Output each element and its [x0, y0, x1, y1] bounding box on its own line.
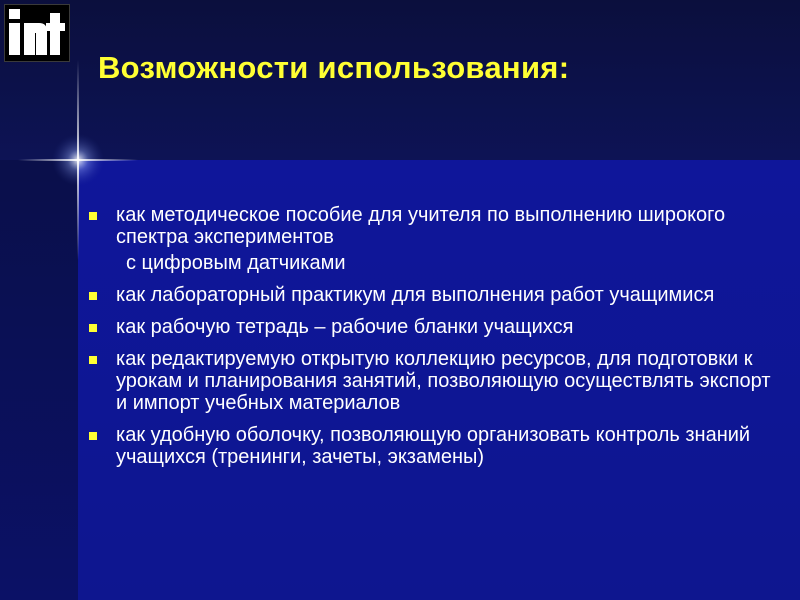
bullet-square-icon: [89, 324, 97, 332]
bullet-square-icon: [89, 356, 97, 364]
slide-title: Возможности использования:: [98, 50, 570, 85]
list-item: [86, 204, 776, 248]
bullet-square-icon: [89, 432, 97, 440]
int-logo: [4, 4, 70, 62]
list-item: [86, 284, 776, 306]
bullet-square-icon: [89, 292, 97, 300]
list-item: [86, 316, 776, 338]
bullet-text: как лабораторный практикум для выполнения работ учащимися: [116, 284, 715, 306]
bullet-text: как методическое пособие для учителя по выполнению широкого спектра экспериментов: [116, 204, 726, 248]
logo-graphic: [5, 5, 69, 61]
bullet-text: с цифровым датчиками: [126, 252, 346, 274]
list-item: [86, 424, 776, 468]
left-strip: [0, 160, 78, 600]
list-item-continuation: [86, 252, 776, 274]
bullet-square-icon: [89, 212, 97, 220]
bullet-text: как редактируемую открытую коллекцию ресурсов, для подготовки к урокам и планирования занятий, позволяющую осуществлять экспорт и импорт учебных материалов: [116, 348, 771, 414]
bullet-list: [86, 204, 776, 478]
list-item: [86, 348, 776, 414]
bullet-text: как удобную оболочку, позволяющую организовать контроль знаний учащихся (тренинги, зачеты, экзамены): [116, 424, 751, 468]
bullet-text: как рабочую тетрадь – рабочие бланки учащихся: [116, 316, 574, 338]
